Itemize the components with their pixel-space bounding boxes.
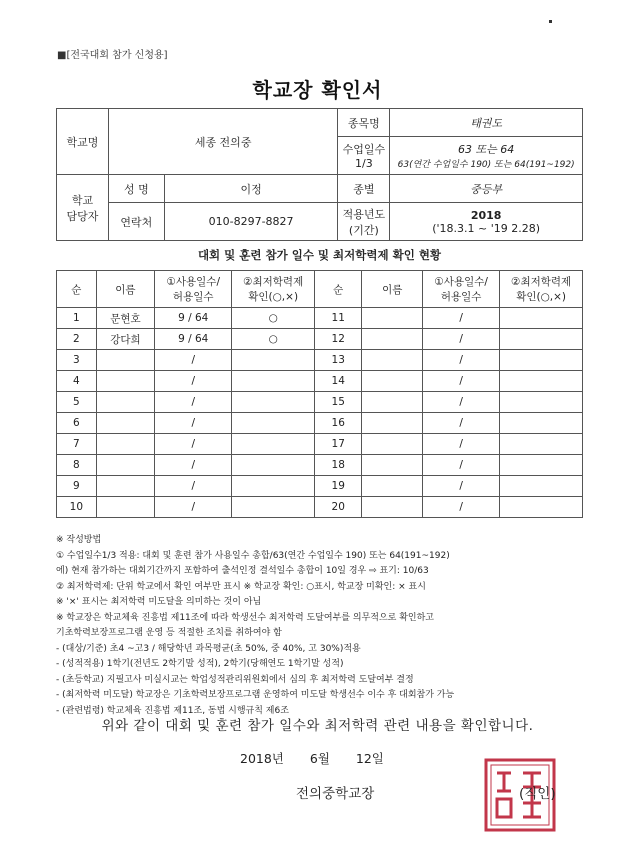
note-line: 에) 현재 참가하는 대회기간까지 포함하여 출석인정 결석일수 총합이 10일 경우 ⇨ 표기: 10/63 [56,566,429,576]
cell-name [96,497,154,518]
cell-name: 강다희 [96,329,154,350]
cell-check [500,371,583,392]
cell-no: 16 [315,413,362,434]
cell-check [232,350,315,371]
cell-check [500,476,583,497]
cell-no: 11 [315,308,362,329]
note-line: - (관련법령) 학교체육 진흥법 제11조, 동법 시행규칙 제6조 [56,705,289,716]
cell-check [232,455,315,476]
cell-name [96,350,154,371]
note-line: - (성적적용) 1학기(전년도 2학기말 성적), 2학기(당해연도 1학기말 성적) [56,659,344,669]
cell-check [500,392,583,413]
cell-name [96,476,154,497]
table-row [57,455,583,476]
table-row [57,350,583,371]
participation-table [56,270,583,518]
cell-name [362,434,423,455]
cell-name [96,392,154,413]
note-line: ① 수업일수1/3 적용: 대회 및 훈련 참가 사용일수 총합/63(연간 수업일수 190) 또는 64(191~192) [56,550,450,561]
cell-no: 12 [315,329,362,350]
cell-check [232,413,315,434]
header-check: ②최저학력제 확인(○,×) [500,271,583,308]
cell-days: / [423,497,500,518]
cell-days: / [423,392,500,413]
cell-name [362,329,423,350]
cell-name [96,371,154,392]
note-line: ※ '×' 표시는 최저학력 미도달을 의미하는 것이 아님 [56,597,262,607]
sport-label: 종목명 [338,109,390,137]
cell-name [96,455,154,476]
cell-no: 15 [315,392,362,413]
instructions [56,533,586,719]
manager-label: 학교 담당자 [57,175,109,241]
cell-no: 14 [315,371,362,392]
cell-check [500,434,583,455]
cell-no: 3 [57,350,97,371]
note-line: ② 최저학력제: 단위 학교에서 확인 여부만 표시 ※ 학교장 확인: ○표시, 학교장 미확인: × 표시 [56,581,426,592]
cell-no: 18 [315,455,362,476]
note-line: ※ 작성방법 [56,535,102,545]
header-name: 이름 [362,271,423,308]
table-row [57,497,583,518]
cell-check [232,476,315,497]
cell-no: 4 [57,371,97,392]
cell-name [362,413,423,434]
principal-title: 전의중학교장 [296,786,375,802]
cell-name [96,434,154,455]
school-info-table [56,108,583,241]
header-days: ①사용일수/ 허용일수 [423,271,500,308]
cell-days: 9 / 64 [155,329,232,350]
cell-no: 19 [315,476,362,497]
cell-name [362,371,423,392]
date-month: 6월 [309,751,330,766]
cell-name [362,455,423,476]
cell-name [362,392,423,413]
manager-name-label: 성 명 [108,175,164,203]
cell-days: 9 / 64 [155,308,232,329]
school-name-value: 세종 전의중 [108,109,338,175]
cell-days: / [155,350,232,371]
note-line: - (초등학교) 지필고사 미실시교는 학업성적관리위원회에서 심의 후 최저학력 도달여부 결정 [56,674,414,685]
cell-no: 5 [57,392,97,413]
cell-check [232,392,315,413]
table-row [57,413,583,434]
cell-no: 6 [57,413,97,434]
cell-days: / [423,350,500,371]
section-title: 대회 및 훈련 참가 일수 및 최저학력제 확인 현황 [197,248,442,262]
cell-check: ○ [232,308,315,329]
cell-no: 1 [57,308,97,329]
division-label: 종별 [338,175,390,203]
cell-check: ○ [232,329,315,350]
cell-no: 9 [57,476,97,497]
cell-name [362,476,423,497]
cell-days: / [423,308,500,329]
cell-check [500,308,583,329]
cell-days: / [423,455,500,476]
cell-name [362,350,423,371]
table-row [57,392,583,413]
table-row [57,476,583,497]
cell-days: / [423,329,500,350]
cell-check [232,497,315,518]
header-name: 이름 [96,271,154,308]
note-line: 기초학력보장프로그램 운영 등 적절한 조치를 취하여야 함 [56,628,282,638]
cell-name [362,308,423,329]
class-days-label: 수업일수 1/3 [338,137,390,175]
contact-value: 010-8297-8827 [164,203,338,241]
cell-name [362,497,423,518]
header-no: 순 [315,271,362,308]
seal-label: (직인) [519,786,556,802]
cell-no: 20 [315,497,362,518]
note-line: - (최저학력 미도달) 학교장은 기초학력보장프로그램 운영하여 미도달 학생선수 이수 후 대회참가 가능 [56,690,455,700]
cell-no: 10 [57,497,97,518]
cell-days: / [155,497,232,518]
cell-days: / [423,413,500,434]
header-days: ①사용일수/ 허용일수 [155,271,232,308]
header-no: 순 [57,271,97,308]
cell-check [232,371,315,392]
school-name-label: 학교명 [57,109,109,175]
division-value: 중등부 [390,175,583,203]
sport-value: 태권도 [390,109,583,137]
table-row [57,329,583,350]
cell-no: 7 [57,434,97,455]
table-header-row [57,271,583,308]
cell-name: 문현호 [96,308,154,329]
manager-name-value: 이정 [164,175,338,203]
confirmation-text: 위와 같이 대회 및 훈련 참가 일수와 최저학력 관련 내용을 확인합니다. [101,718,534,734]
cell-check [500,455,583,476]
cell-days: / [155,371,232,392]
cell-no: 17 [315,434,362,455]
cell-days: / [423,434,500,455]
cell-no: 13 [315,350,362,371]
form-tag: ■[전국대회 참가 신청용] [57,50,168,61]
cell-check [232,434,315,455]
page-title: 학교장 확인서 [252,78,383,102]
cell-check [500,329,583,350]
cell-check [500,497,583,518]
contact-label: 연락처 [108,203,164,241]
signing-date [240,749,406,767]
cell-check [500,350,583,371]
cell-name [96,413,154,434]
cell-check [500,413,583,434]
cell-days: / [155,455,232,476]
date-day: 12일 [355,751,384,766]
table-row [57,371,583,392]
cell-days: / [155,413,232,434]
date-year: 2018년 [240,751,284,766]
cell-days: / [155,434,232,455]
cell-days: / [155,392,232,413]
corner-mark [549,20,552,23]
cell-days: / [155,476,232,497]
table-row [57,434,583,455]
apply-year-value: 2018 ('18.3.1 ~ '19 2.28) [390,203,583,241]
table-row [57,308,583,329]
note-line: - (대상/기준) 초4 ~고3 / 해당학년 과목평균(초 50%, 중 40%, 고 30%)적용 [56,643,361,654]
apply-year-label: 적용년도 (기간) [338,203,390,241]
cell-no: 8 [57,455,97,476]
header-check: ②최저학력제 확인(○,×) [232,271,315,308]
cell-days: / [423,476,500,497]
class-days-value: 63 또는 64 63(연간 수업일수 190) 또는 64(191~192) [390,137,583,175]
cell-no: 2 [57,329,97,350]
cell-days: / [423,371,500,392]
note-line: ※ 학교장은 학교체육 진흥법 제11조에 따라 학생선수 최저학력 도달여부를 의무적으로 확인하고 [56,612,434,623]
